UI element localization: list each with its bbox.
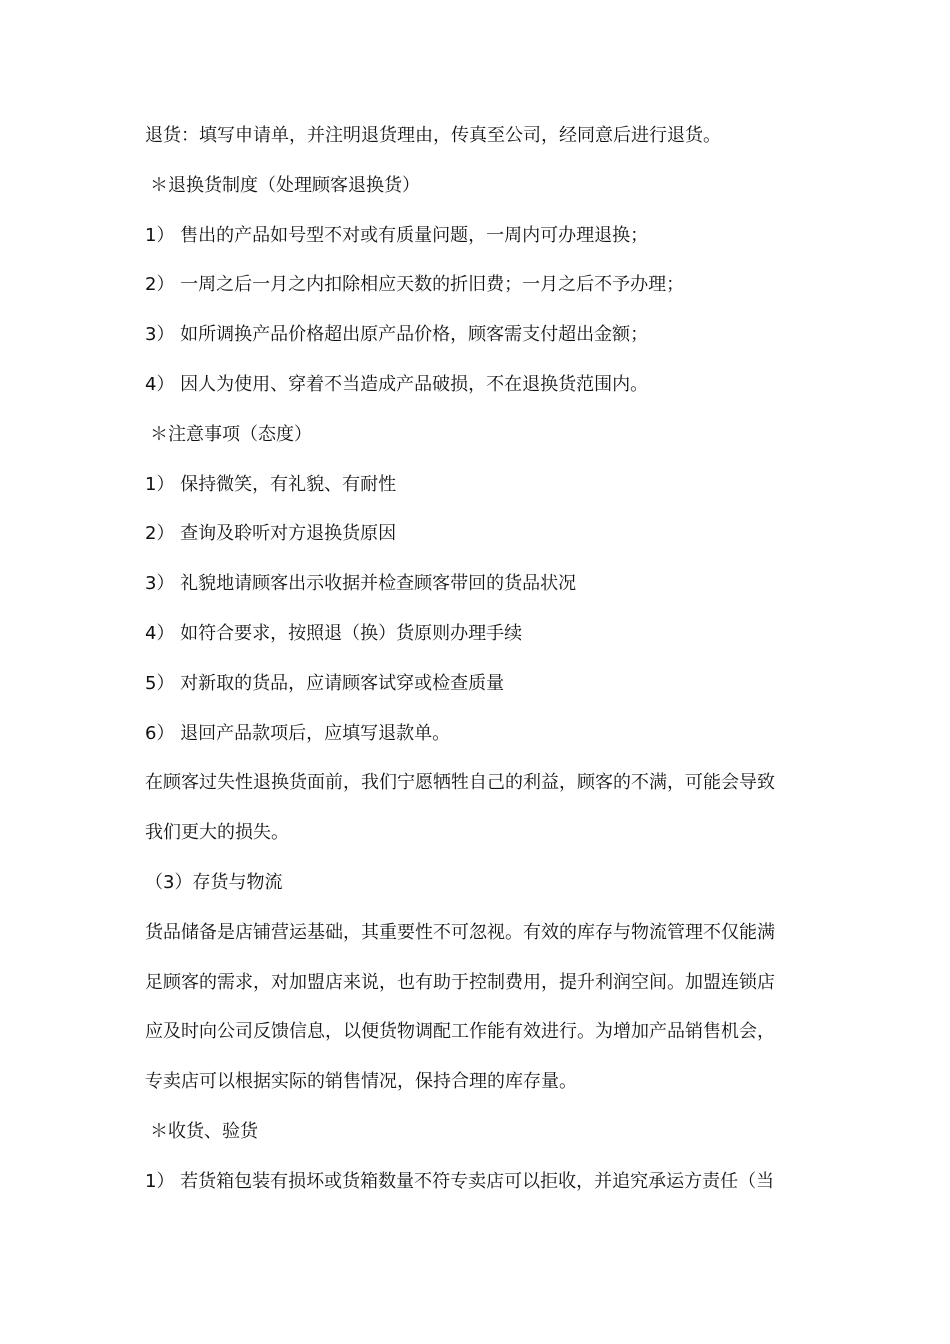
list-item: 5） 对新取的货品，应请顾客试穿或检查质量 bbox=[145, 672, 505, 694]
paragraph-line: 我们更大的损失。 bbox=[145, 822, 289, 844]
paragraph-line: 专卖店可以根据实际的销售情况，保持合理的库存量。 bbox=[145, 1071, 577, 1093]
section-heading-notes: ＊注意事项（态度） bbox=[150, 423, 312, 445]
section-heading-inventory: （3）存货与物流 bbox=[145, 871, 283, 893]
list-item: 2） 一周之后一月之内扣除相应天数的折旧费；一月之后不予办理； bbox=[145, 274, 685, 296]
list-item: 3） 礼貌地请顾客出示收据并检查顾客带回的货品状况 bbox=[145, 573, 577, 595]
list-item: 4） 因人为使用、穿着不当造成产品破损，不在退换货范围内。 bbox=[145, 373, 649, 395]
paragraph-line: 在顾客过失性退换货面前，我们宁愿牺牲自己的利益，顾客的不满，可能会导致 bbox=[145, 772, 775, 794]
section-heading-receiving: ＊收货、验货 bbox=[150, 1120, 258, 1142]
paragraph-line: 足顾客的需求，对加盟店来说，也有助于控制费用，提升利润空间。加盟连锁店 bbox=[145, 971, 775, 993]
section-heading-return-policy: ＊退换货制度（处理顾客退换货） bbox=[150, 174, 420, 196]
list-item: 6） 退回产品款项后，应填写退款单。 bbox=[145, 722, 451, 744]
list-item: 1） 若货箱包装有损坏或货箱数量不符专卖店可以拒收，并追究承运方责任（当 bbox=[145, 1170, 775, 1192]
list-item: 1） 保持微笑，有礼貌、有耐性 bbox=[145, 473, 397, 495]
paragraph-return-process: 退货：填写申请单，并注明退货理由，传真至公司，经同意后进行退货。 bbox=[145, 125, 721, 146]
paragraph-line: 货品储备是店铺营运基础，其重要性不可忽视。有效的库存与物流管理不仅能满 bbox=[145, 921, 775, 943]
list-item: 4） 如符合要求，按照退（换）货原则办理手续 bbox=[145, 622, 523, 644]
paragraph-line: 应及时向公司反馈信息，以便货物调配工作能有效进行。为增加产品销售机会， bbox=[145, 1021, 775, 1043]
list-item: 2） 查询及聆听对方退换货原因 bbox=[145, 523, 397, 545]
document-body bbox=[145, 111, 810, 1207]
list-item: 1） 售出的产品如号型不对或有质量问题，一周内可办理退换； bbox=[145, 224, 649, 246]
list-item: 3） 如所调换产品价格超出原产品价格，顾客需支付超出金额； bbox=[145, 324, 649, 346]
